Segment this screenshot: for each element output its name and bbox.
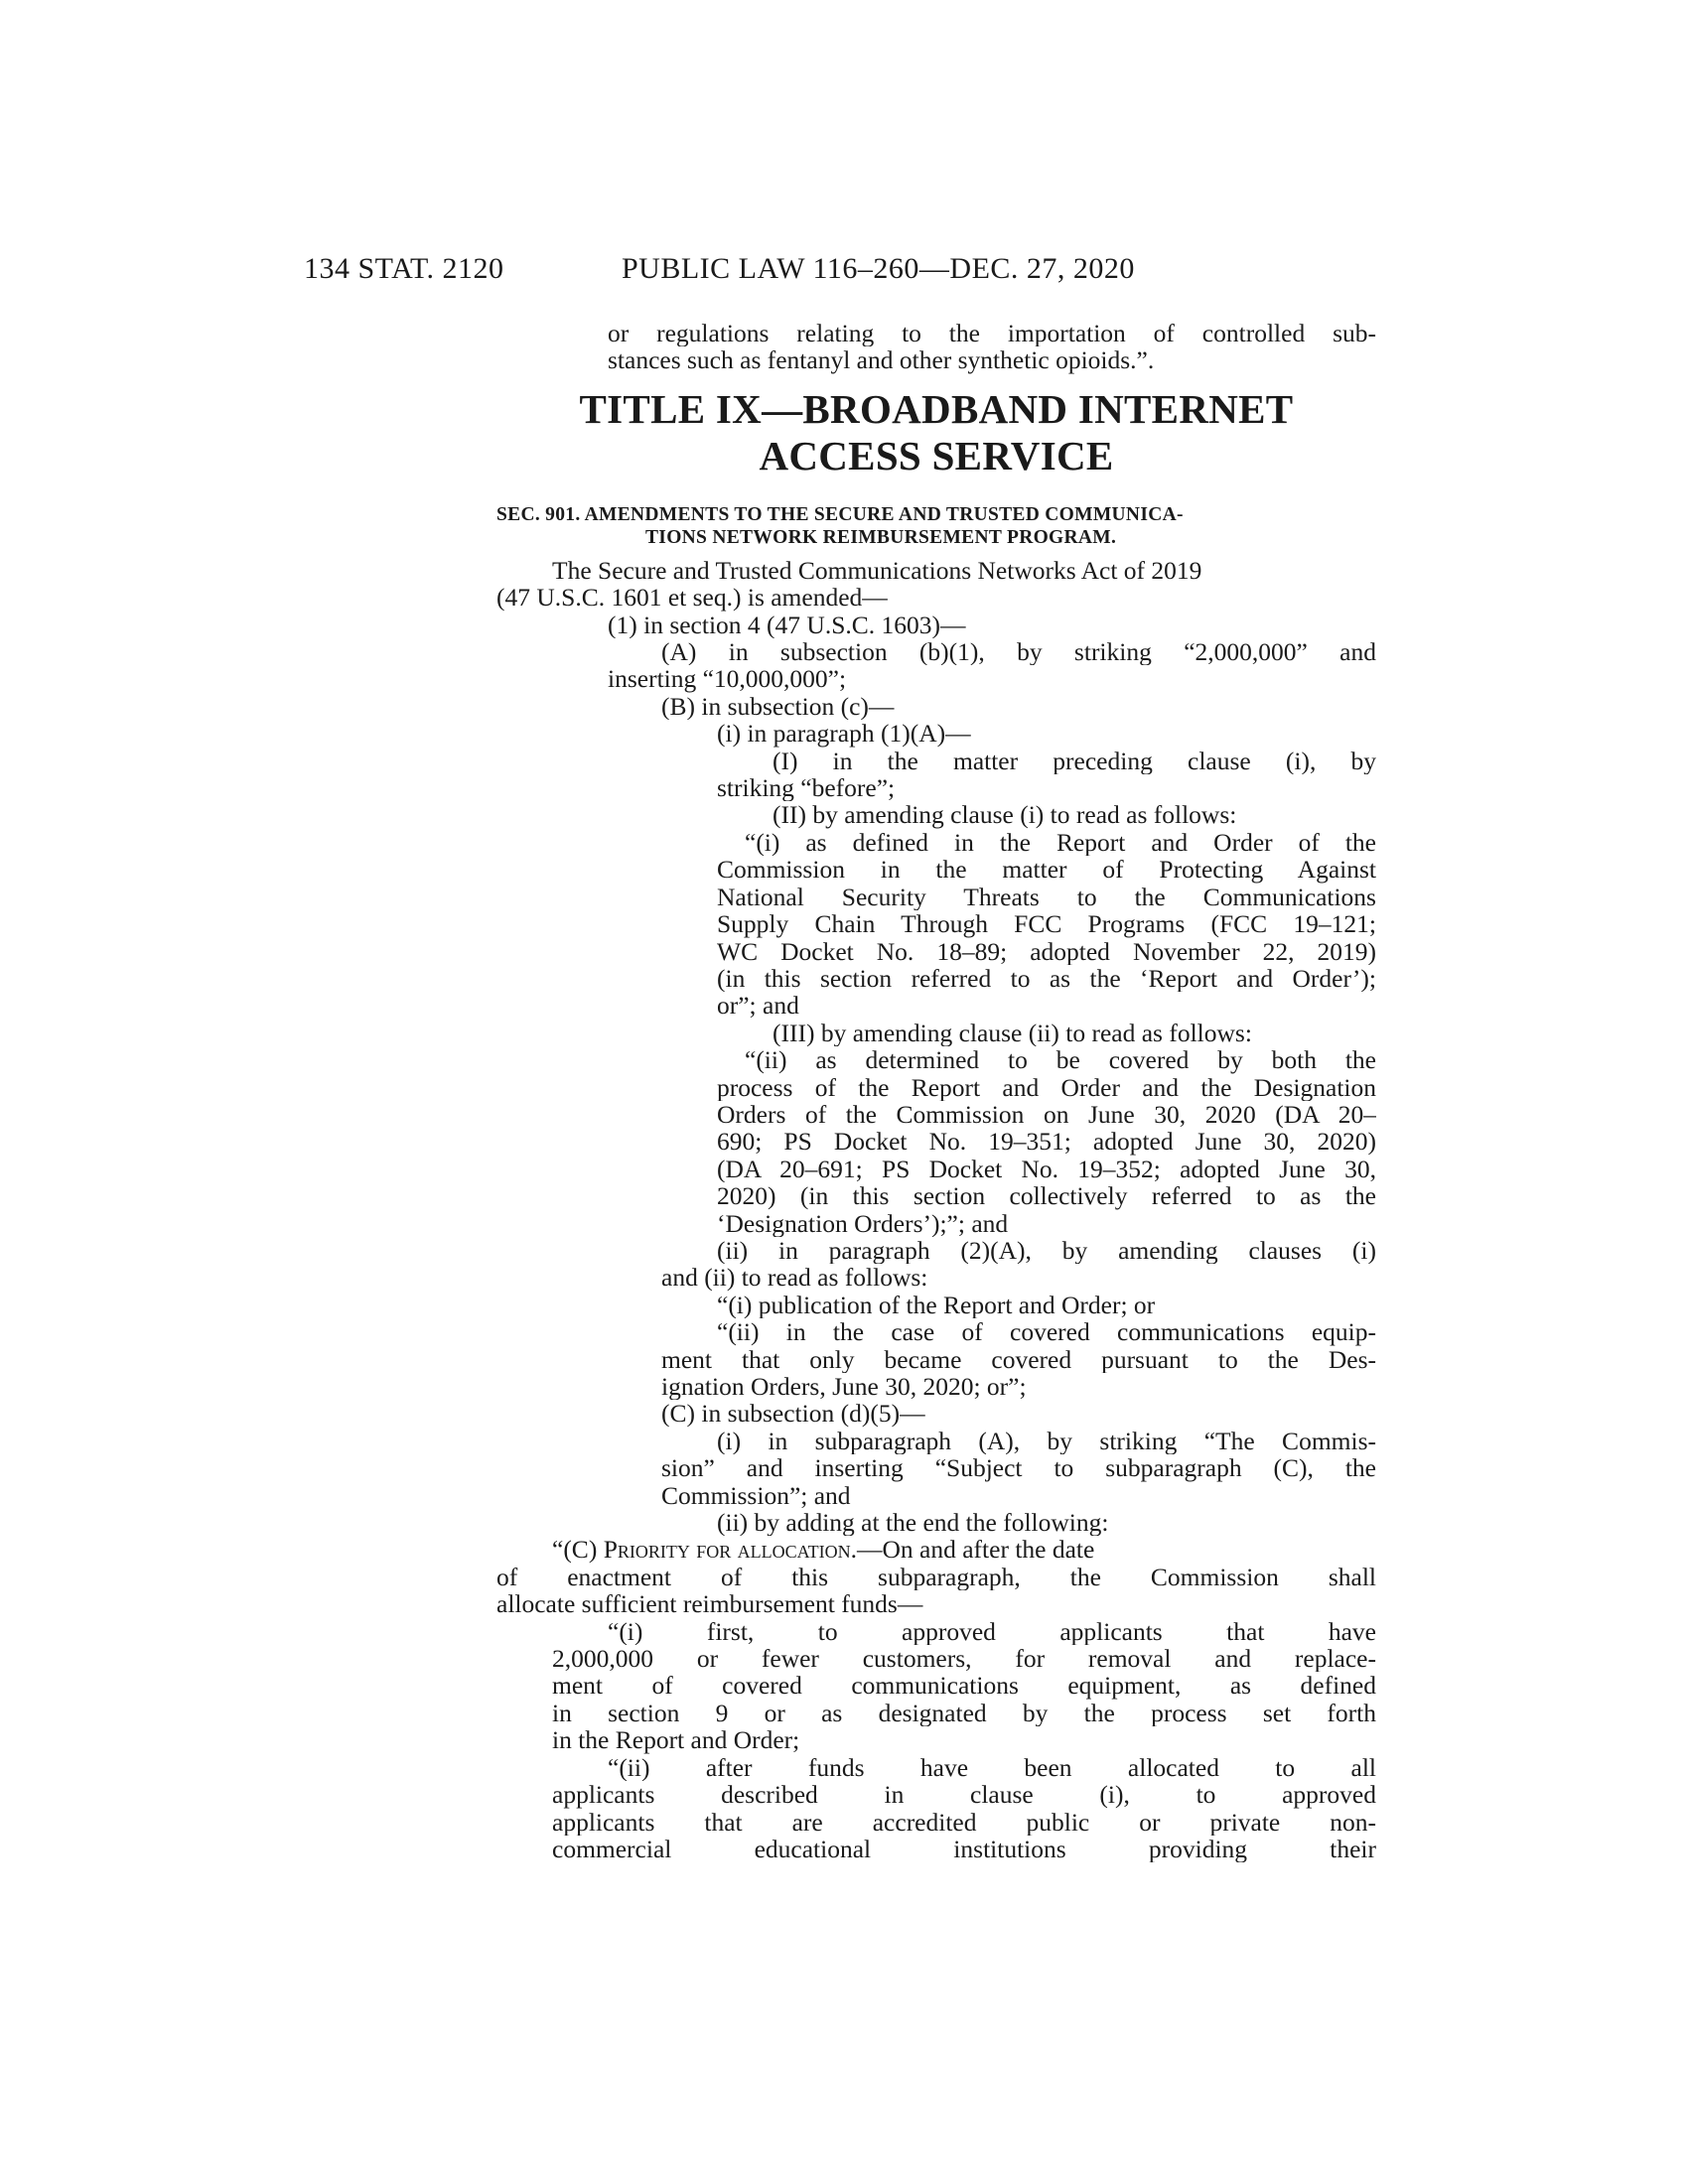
text-line: “(i) as defined in the Report and Order of the [745,828,1376,857]
text-line: process of the Report and Order and the Designation [717,1073,1376,1101]
text-line: “(ii) after funds have been allocated to all [608,1753,1376,1782]
text-line: (ii) in paragraph (2)(A), by amending clauses (i) [717,1236,1376,1265]
text-line: (C) in subsection (d)(5)— [661,1400,925,1428]
text-line: inserting “10,000,000”; [608,665,847,693]
text-line: National Security Threats to the Communications [717,883,1376,911]
text-line: ment that only became covered pursuant to the Des- [661,1345,1376,1373]
text-line: (i) in paragraph (1)(A)— [717,720,971,748]
text-line: “(ii) in the case of covered communications equip- [717,1318,1376,1346]
text-line: 2,000,000 or fewer customers, for removal and replace- [552,1645,1376,1673]
text-line: WC Docket No. 18–89; adopted November 22, 2019) [717,937,1376,965]
text-line: (1) in section 4 (47 U.S.C. 1603)— [608,611,966,639]
text-line: ‘Designation Orders’);”; and [717,1209,1009,1237]
section-heading [496,503,1376,549]
text-line: (III) by amending clause (ii) to read as follows: [773,1019,1252,1047]
text-line: allocate sufficient reimbursement funds— [496,1590,923,1618]
text-line: Supply Chain Through FCC Programs (FCC 19–121; [717,910,1376,938]
running-header-law: PUBLIC LAW 116–260—DEC. 27, 2020 [622,252,1135,285]
text-line: (I) in the matter preceding clause (i), by [773,747,1376,775]
text-line: stances such as fentanyl and other synthetic opioids.”. [608,346,1155,374]
clause-heading: Priority for allocation [603,1536,851,1564]
text-line: commercial educational institutions providing their [552,1835,1376,1863]
text-line: (i) in subparagraph (A), by striking “The Commis- [717,1427,1376,1455]
title-line: TITLE IX—BROADBAND INTERNET [579,385,1294,432]
text-line: (in this section referred to as the ‘Report and Order’); [717,964,1376,993]
title-heading [496,386,1376,479]
section-heading-line: TIONS NETWORK REIMBURSEMENT PROGRAM. [645,526,1117,548]
text-line: Commission”; and [661,1481,851,1510]
text-line: sion” and inserting “Subject to subparagraph (C), the [661,1454,1376,1482]
text-line: of enactment of this subparagraph, the Commission shall [496,1563,1376,1591]
text-line: striking “before”; [717,774,896,802]
text-line: applicants described in clause (i), to approved [552,1781,1376,1809]
clause-label: “(C) [552,1536,604,1564]
text-line [552,1536,1376,1563]
text-line: Orders of the Commission on June 30, 2020 (DA 20– [717,1100,1376,1129]
text-line: or regulations relating to the importation of controlled sub- [608,320,1376,347]
text-line: (II) by amending clause (i) to read as follows: [773,801,1237,829]
body-text [496,320,1376,1862]
text-line: “(ii) as determined to be covered by both the [745,1046,1376,1074]
text-line: The Secure and Trusted Communications Networks Act of 2019 [552,556,1202,585]
text-line: (ii) by adding at the end the following: [717,1509,1109,1537]
text-line: (47 U.S.C. 1601 et seq.) is amended— [496,584,888,612]
text-line: “(i) publication of the Report and Order; or [717,1291,1156,1319]
title-line: ACCESS SERVICE [759,432,1114,478]
text-line: and (ii) to read as follows: [661,1264,928,1292]
text-line: ment of covered communications equipment, as defined [552,1672,1376,1700]
text-line: 2020) (in this section collectively referred to as the [717,1182,1376,1210]
text-line: (A) in subsection (b)(1), by striking “2,000,000” and [661,638,1376,666]
text-line: 690; PS Docket No. 19–351; adopted June 30, 2020) [717,1128,1376,1156]
text-line: (B) in subsection (c)— [661,692,895,721]
text-line: Commission in the matter of Protecting Against [717,856,1376,884]
text-line: (DA 20–691; PS Docket No. 19–352; adopted June 30, [717,1155,1376,1183]
text-line: applicants that are accredited public or private non- [552,1808,1376,1836]
text-line: or”; and [717,992,799,1020]
page-statute-number: 134 STAT. 2120 [304,252,504,285]
text-line: in section 9 or as designated by the process set forth [552,1699,1376,1727]
clause-text: .—On and after the date [850,1536,1095,1564]
text-line: in the Report and Order; [552,1726,800,1754]
text-line: “(i) first, to approved applicants that have [608,1617,1376,1646]
section-heading-line: SEC. 901. AMENDMENTS TO THE SECURE AND TRUSTED COMMUNICA- [496,503,1184,525]
text-line: ignation Orders, June 30, 2020; or”; [661,1373,1027,1401]
